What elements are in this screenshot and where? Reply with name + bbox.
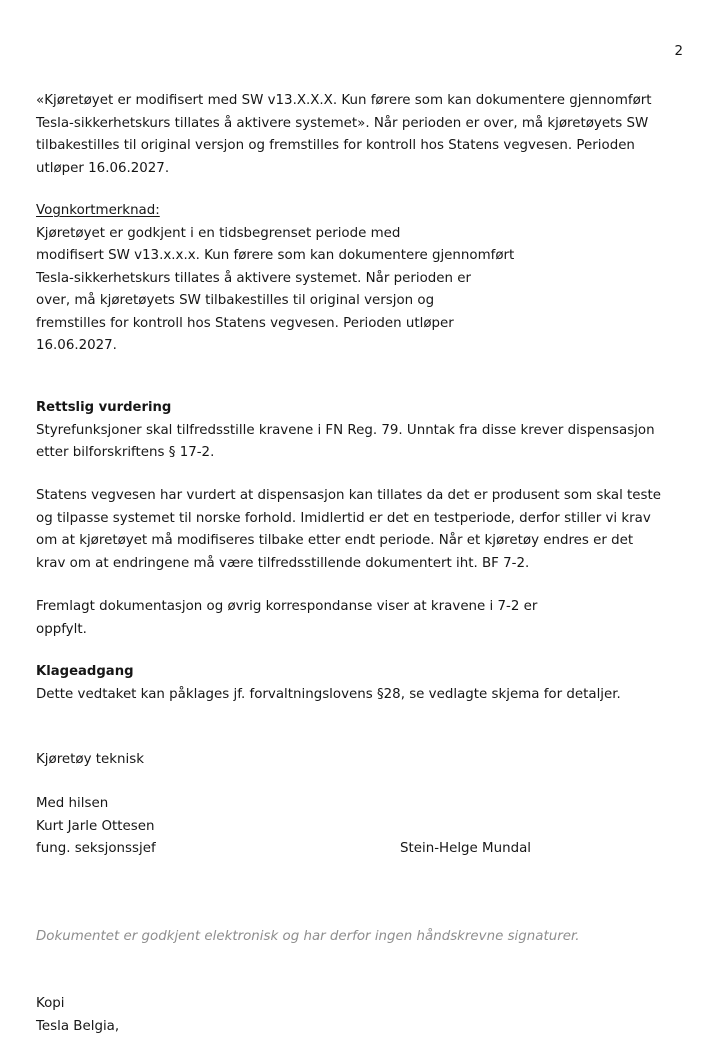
department-text: Kjøretøy teknisk xyxy=(36,752,144,767)
text-line: tilbakestilles til original versjon og fremstilles for kontroll hos Statens vegvesen. Perioden xyxy=(36,138,635,153)
electronic-approval-note: Dokumentet er godkjent elektronisk og har derfor ingen håndskrevne signaturer. xyxy=(36,929,580,944)
text-line: krav om at endringene må være tilfredsstillende dokumentert iht. BF 7-2. xyxy=(36,555,530,571)
greeting: Med hilsen xyxy=(36,796,109,811)
text-line: Tesla-sikkerhetskurs tillates å aktivere systemet. Når perioden er xyxy=(36,270,472,286)
klage-heading: Klageadgang xyxy=(36,664,134,679)
klage-section xyxy=(36,661,684,706)
text-line: Fremlagt dokumentasjon og øvrig korrespondanse viser at kravene i 7-2 er xyxy=(36,599,538,614)
text-line: Kjøretøyet er godkjent i en tidsbegrenset periode med xyxy=(36,225,401,241)
text-line: «Kjøretøyet er modifisert med SW v13.X.X.X. Kun førere som kan dokumentere gjennomført xyxy=(36,93,652,108)
text-line: Tesla-sikkerhetskurs tillates å aktivere systemet». Når perioden er over, må kjøretøyets SW xyxy=(36,115,649,131)
copy-section xyxy=(36,993,684,1038)
signer-name-right: Stein-Helge Mundal xyxy=(400,841,532,856)
text-line: over, må kjøretøyets SW tilbakestilles til original versjon og xyxy=(36,293,435,308)
rettslig-section xyxy=(36,397,684,465)
text-line: 16.06.2027. xyxy=(36,338,117,353)
vognkort-section xyxy=(36,200,684,358)
signature-block xyxy=(36,793,684,861)
text-line: Dette vedtaket kan påklages jf. forvaltningslovens §28, se vedlagte skjema for detaljer. xyxy=(36,686,621,702)
text-line: og tilpasse systemet til norske forhold. Imidlertid er det en testperiode, derfor stiller vi krav xyxy=(36,510,651,526)
intro-quote-paragraph xyxy=(36,90,684,180)
signer-name-left: Kurt Jarle Ottesen xyxy=(36,818,155,834)
rettslig-paragraph-3 xyxy=(36,596,684,641)
text-line: om at kjøretøyet må modifiseres tilbake etter endt periode. Når et kjøretøy endres er det xyxy=(36,533,634,548)
copy-label: Kopi xyxy=(36,996,65,1011)
text-line: modifisert SW v13.x.x.x. Kun førere som kan dokumentere gjennomført xyxy=(36,248,515,263)
text-line: Statens vegvesen har vurdert at dispensasjon kan tillates da det er produsent som skal teste xyxy=(36,488,661,503)
copy-recipient: Tesla Belgia, xyxy=(36,1018,120,1034)
text-line: fremstilles for kontroll hos Statens vegvesen. Perioden utløper xyxy=(36,315,454,331)
department-label xyxy=(36,749,684,772)
text-line: oppfylt. xyxy=(36,621,87,637)
text-line: Styrefunksjoner skal tilfredsstille kravene i FN Reg. 79. Unntak fra disse krever dispensasjon xyxy=(36,422,655,438)
vognkort-heading: Vognkortmerknad: xyxy=(36,203,160,218)
text-line: etter bilforskriftens § 17-2. xyxy=(36,445,215,460)
text-line: utløper 16.06.2027. xyxy=(36,160,170,176)
signer-title-left: fung. seksjonssjef xyxy=(36,841,156,856)
electronic-note-block xyxy=(36,926,684,949)
signature-row xyxy=(36,838,684,861)
rettslig-paragraph-2 xyxy=(36,485,684,575)
rettslig-heading: Rettslig vurdering xyxy=(36,400,172,415)
page-number: 2 xyxy=(674,44,683,59)
